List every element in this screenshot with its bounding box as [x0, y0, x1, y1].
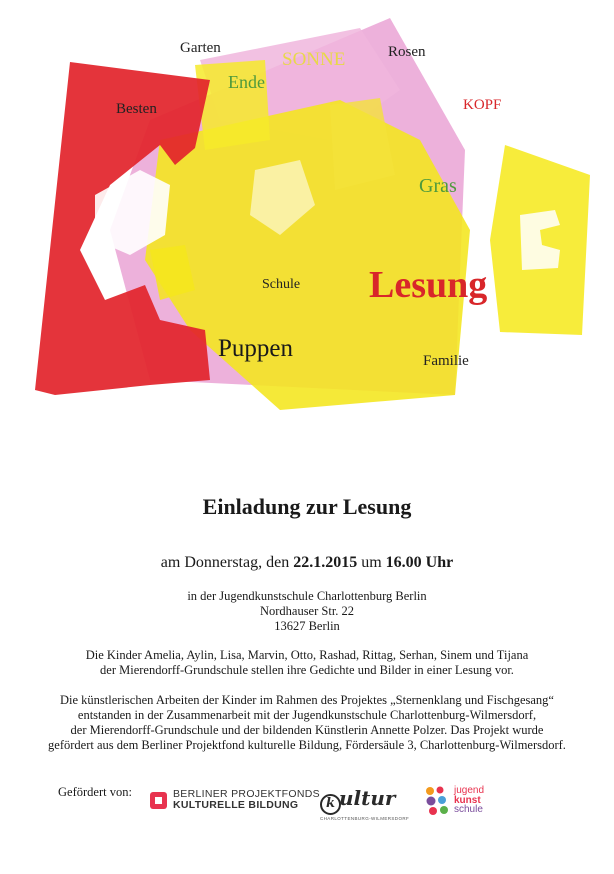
poster-artwork: [0, 0, 614, 430]
event-time: 16.00 Uhr: [385, 554, 454, 571]
project-line-3: der Mierendorff-Grundschule und der bildenden Künstlerin Annette Polzer. Das Projekt wurde: [70, 723, 544, 737]
project-paragraph: [0, 693, 614, 753]
word-puppen: Puppen: [218, 335, 293, 362]
kids-line-2: der Mierendorff-Grundschule stellen ihre Gedichte und Bilder in einer Lesung vor.: [100, 663, 514, 677]
word-sonne: SONNE: [282, 49, 346, 70]
project-line-4: gefördert aus dem Berliner Projektfond kulturelle Bildung, Fördersäule 3, Charlottenburg-Wilmersdorf.: [48, 738, 566, 752]
jks-line-3: schule: [454, 804, 483, 815]
event-datetime: [0, 554, 614, 572]
word-schule: Schule: [262, 277, 301, 292]
word-kopf: KOPF: [463, 97, 502, 113]
kultur-logo: [320, 788, 409, 821]
kultur-ring-icon: k: [320, 794, 341, 815]
jugendkunstschule-text: [454, 786, 484, 815]
kultur-subline: CHARLOTTENBURG-WILMERSDORF: [320, 816, 410, 821]
kultur-wordmark: [320, 788, 409, 815]
project-line-2: entstanden in der Zusammenarbeit mit der Jugendkunstschule Charlottenburg-Wilmersdorf,: [77, 708, 537, 722]
word-besten: Besten: [116, 101, 157, 117]
event-date: 22.1.2015: [293, 554, 358, 571]
projektfonds-square-icon: [150, 792, 167, 809]
jugendkunstschule-dots-icon: [425, 786, 450, 816]
word-rosen: Rosen: [388, 44, 426, 60]
projektfonds-line-1: BERLINER PROJEKTFONDS: [173, 788, 320, 800]
kids-paragraph: [0, 648, 614, 678]
event-address: [0, 589, 614, 634]
projektfonds-line-2: KULTURELLE BILDUNG: [173, 799, 299, 811]
invitation-heading: Einladung zur Lesung: [202, 494, 412, 519]
word-gras: Gras: [419, 175, 457, 197]
jks-line-1: jugend: [454, 785, 485, 796]
jugendkunstschule-logo: [425, 786, 484, 816]
jks-line-2: kunst: [454, 794, 481, 806]
address-line-3: 13627 Berlin: [274, 619, 340, 633]
word-garten: Garten: [180, 40, 221, 56]
sponsor-label: Gefördert von:: [58, 785, 132, 799]
date-prefix: am Donnerstag, den: [160, 554, 290, 571]
word-ende: Ende: [228, 72, 265, 92]
word-familie: Familie: [423, 353, 469, 369]
berliner-projektfonds-logo: [150, 789, 320, 811]
kultur-word: ultur: [339, 786, 396, 810]
word-lesung: Lesung: [369, 264, 488, 306]
projektfonds-logo-text: [173, 789, 320, 811]
address-line-1: in der Jugendkunstschule Charlottenburg Berlin: [187, 589, 427, 603]
project-line-1: Die künstlerischen Arbeiten der Kinder im Rahmen des Projektes „Sternenklang und Fischgesang“: [60, 693, 554, 707]
address-line-2: Nordhauser Str. 22: [259, 604, 355, 618]
time-prefix: um: [361, 554, 382, 571]
kids-line-1: Die Kinder Amelia, Aylin, Lisa, Marvin, Otto, Rashad, Rittag, Serhan, Sinem und Tijana: [85, 648, 529, 662]
